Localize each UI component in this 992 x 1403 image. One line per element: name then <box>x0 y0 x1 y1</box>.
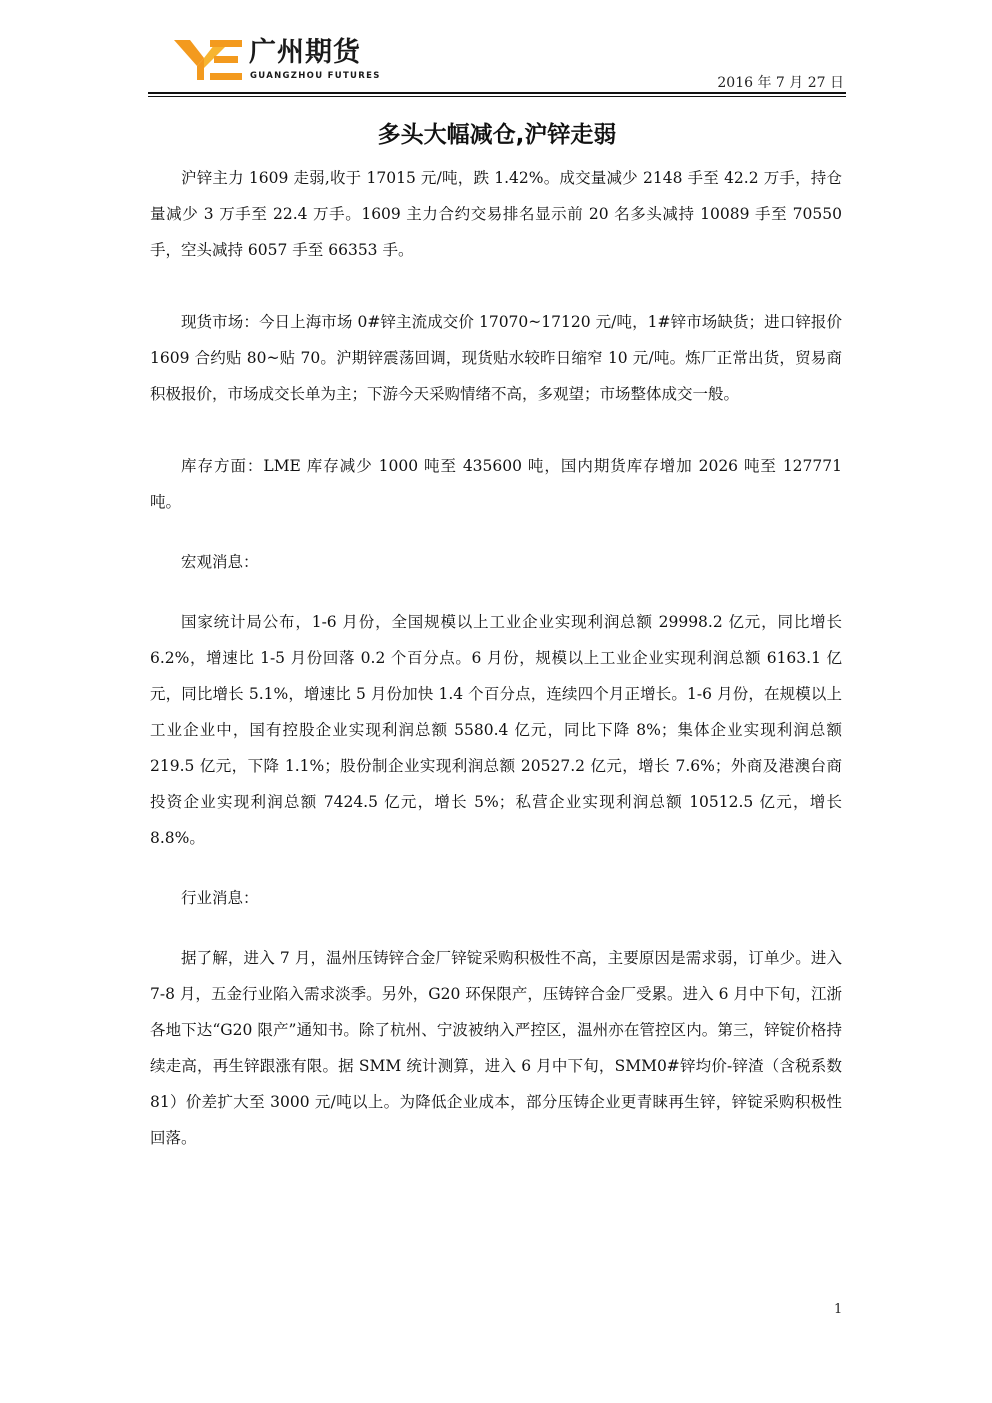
paragraph-industry-news: 据了解，进入 7 月，温州压铸锌合金厂锌锭采购积极性不高，主要原因是需求弱，订单少。进入 7-8 月，五金行业陷入需求淡季。另外，G20 环保限产，压铸锌合金厂受累。进入 6 月中下旬，江浙各地下达“G20 限产”通知书。除了杭州、宁波被纳入严控区，温州亦在管控区内。第三，锌锭价格持续走高，再生锌跟涨有限。据 SMM 统计测算，进入 6 月中下旬，SMM0#锌均价-锌渣（含税系数 81）价差扩大至 3000 元/吨以上。为降低企业成本，部分压铸企业更青睐再生锌，锌锭采购积极性回落。 <box>150 949 842 1147</box>
heading-macro-news: 宏观消息： <box>181 553 259 571</box>
logo-chinese-name: 广州期货 <box>249 37 361 68</box>
page-header <box>148 30 846 94</box>
logo-english-name: GUANGZHOU FUTURES <box>250 71 381 81</box>
report-date: 2016 年 7 月 27 日 <box>717 75 844 91</box>
paragraph-spot-market: 现货市场：今日上海市场 0#锌主流成交价 17070~17120 元/吨，1#锌市场缺货；进口锌报价 1609 合约贴 80~贴 70。沪期锌震荡回调，现货贴水较昨日缩窄 10 元/吨。炼厂正常出货，贸易商积极报价，市场成交长单为主；下游今天采购情绪不高，多观望；市场整体成交一般。 <box>150 313 842 403</box>
heading-industry-news: 行业消息： <box>181 889 259 907</box>
guangzhou-futures-logo-icon <box>174 38 242 82</box>
page-number: 1 <box>834 1302 843 1317</box>
header-rule-thin <box>148 96 846 97</box>
article-title: 多头大幅减仓,沪锌走弱 <box>377 122 617 148</box>
header-rule-thick <box>148 92 846 94</box>
article-body <box>150 160 842 1156</box>
paragraph-summary: 沪锌主力 1609 走弱,收于 17015 元/吨，跌 1.42%。成交量减少 2148 手至 42.2 万手，持仓量减少 3 万手至 22.4 万手。1609 主力合约交易排名显示前 20 名多头减持 10089 手至 70550 手，空头减持 6057 手至 66353 手。 <box>150 169 842 259</box>
paragraph-macro-news: 国家统计局公布，1-6 月份，全国规模以上工业企业实现利润总额 29998.2 亿元，同比增长 6.2%，增速比 1-5 月份回落 0.2 个百分点。6 月份，规模以上工业企业实现利润总额 6163.1 亿元，同比增长 5.1%，增速比 5 月份加快 1.4 个百分点，连续四个月正增长。1-6 月份，在规模以上工业企业中，国有控股企业实现利润总额 5580.4 亿元，同比下降 8%；集体企业实现利润总额 219.5 亿元，下降 1.1%；股份制企业实现利润总额 20527.2 亿元，增长 7.6%；外商及港澳台商投资企业实现利润总额 7424.5 亿元，增长 5%；私营企业实现利润总额 10512.5 亿元，增长 8.8%。 <box>150 613 842 847</box>
paragraph-inventory: 库存方面：LME 库存减少 1000 吨至 435600 吨，国内期货库存增加 2026 吨至 127771 吨。 <box>150 457 842 511</box>
